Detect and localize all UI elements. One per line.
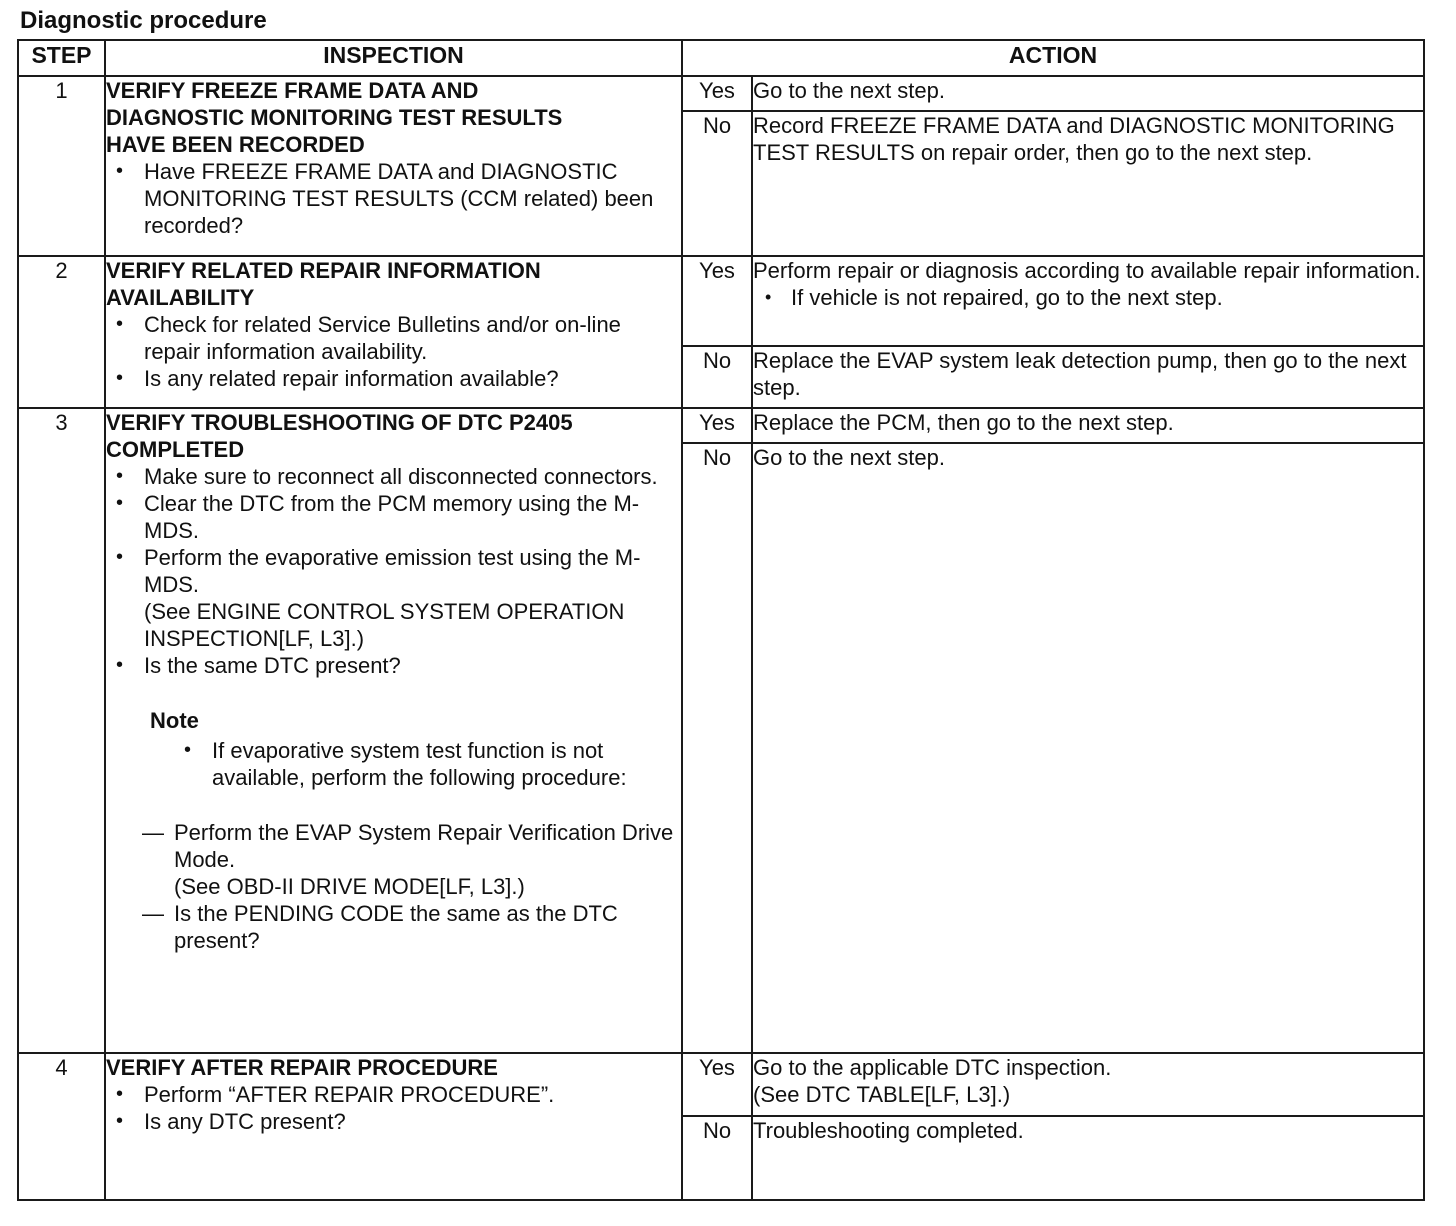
yes-action-cell — [752, 256, 1424, 346]
inspection-title-line: COMPLETED — [106, 437, 245, 462]
note-bullets — [150, 737, 681, 791]
inspection-bullets — [106, 311, 681, 392]
inspection-bullets — [106, 158, 681, 239]
note-bullet: • If evaporative system test function is not available, perform the following procedure: — [212, 737, 681, 791]
action-bullet: • If vehicle is not repaired, go to the next step. — [791, 284, 1423, 311]
inspection-bullet: • Perform “AFTER REPAIR PROCEDURE”. — [144, 1081, 681, 1108]
inspection-title — [106, 77, 681, 158]
no-action: Replace the EVAP system leak detection pump, then go to the next step. — [752, 346, 1424, 408]
inspection-bullet: • Is any related repair information available? — [144, 365, 681, 392]
inspection-bullet: • Make sure to reconnect all disconnected connectors. — [144, 463, 681, 490]
dash-text: Perform the EVAP System Repair Verification Drive Mode. (See OBD-II DRIVE MODE[LF, L3].) — [174, 820, 674, 899]
inspection-title-line: HAVE BEEN RECORDED — [106, 132, 365, 157]
table-row — [18, 76, 1424, 111]
yes-label: Yes — [682, 1053, 752, 1116]
dash-text: Is the PENDING CODE the same as the DTC present? — [174, 901, 618, 953]
inspection-cell — [105, 256, 682, 408]
no-label: No — [682, 1116, 752, 1200]
inspection-cell — [105, 1053, 682, 1200]
note-title: Note — [150, 708, 199, 733]
inspection-bullet: • Have FREEZE FRAME DATA and DIAGNOSTIC MONITORING TEST RESULTS (CCM related) been recorded? — [144, 158, 681, 239]
step-number: 2 — [18, 256, 105, 408]
no-label: No — [682, 346, 752, 408]
inspection-cell — [105, 408, 682, 1053]
inspection-bullet: • Clear the DTC from the PCM memory using the M-MDS. — [144, 490, 681, 544]
inspection-title-line: DIAGNOSTIC MONITORING TEST RESULTS — [106, 105, 563, 130]
step-number: 1 — [18, 76, 105, 256]
inspection-title-line: AVAILABILITY — [106, 285, 255, 310]
inspection-title-line: VERIFY FREEZE FRAME DATA AND — [106, 78, 479, 103]
no-action: Troubleshooting completed. — [752, 1116, 1424, 1200]
dash-mark: — — [142, 901, 164, 926]
inspection-bullet: • Perform the evaporative emission test using the M-MDS. (See ENGINE CONTROL SYSTEM OPERATION INSPECTION[LF, L3].) — [144, 544, 681, 652]
yes-action: Perform repair or diagnosis according to available repair information. — [753, 258, 1421, 283]
inspection-bullet: • Is the same DTC present? — [144, 652, 681, 679]
header-inspection: INSPECTION — [105, 40, 682, 76]
inspection-bullets — [106, 1081, 681, 1135]
inspection-title — [106, 409, 681, 463]
diagnostic-procedure-table — [17, 39, 1425, 1201]
page-title: Diagnostic procedure — [20, 7, 267, 34]
no-action: Record FREEZE FRAME DATA and DIAGNOSTIC MONITORING TEST RESULTS on repair order, then go to the next step. — [752, 111, 1424, 256]
header-action: ACTION — [682, 40, 1424, 76]
table-row — [18, 256, 1424, 346]
inspection-title — [106, 257, 681, 311]
inspection-title-line: VERIFY AFTER REPAIR PROCEDURE — [106, 1055, 498, 1080]
step-number: 4 — [18, 1053, 105, 1200]
table-row — [18, 1053, 1424, 1116]
inspection-bullet: • Is any DTC present? — [144, 1108, 681, 1135]
yes-action: Replace the PCM, then go to the next step. — [752, 408, 1424, 443]
inspection-title-line: VERIFY TROUBLESHOOTING OF DTC P2405 — [106, 410, 573, 435]
no-action: Go to the next step. — [752, 443, 1424, 1053]
inspection-cell — [105, 76, 682, 256]
header-step: STEP — [18, 40, 105, 76]
step-number: 3 — [18, 408, 105, 1053]
table-header-row — [18, 40, 1424, 76]
yes-label: Yes — [682, 408, 752, 443]
no-label: No — [682, 443, 752, 1053]
dash-item — [142, 900, 681, 954]
dash-list — [142, 819, 681, 954]
yes-label: Yes — [682, 256, 752, 346]
inspection-bullets — [106, 463, 681, 679]
no-label: No — [682, 111, 752, 256]
dash-item — [142, 819, 681, 900]
action-bullets — [753, 284, 1423, 311]
yes-action: Go to the next step. — [752, 76, 1424, 111]
table-row — [18, 408, 1424, 443]
inspection-bullet: • Check for related Service Bulletins and/or on-line repair information availability. — [144, 311, 681, 365]
yes-label: Yes — [682, 76, 752, 111]
note-block — [150, 707, 681, 791]
inspection-title — [106, 1054, 681, 1081]
inspection-title-line: VERIFY RELATED REPAIR INFORMATION — [106, 258, 541, 283]
yes-action: Go to the applicable DTC inspection. (See DTC TABLE[LF, L3].) — [752, 1053, 1424, 1116]
dash-mark: — — [142, 820, 164, 845]
